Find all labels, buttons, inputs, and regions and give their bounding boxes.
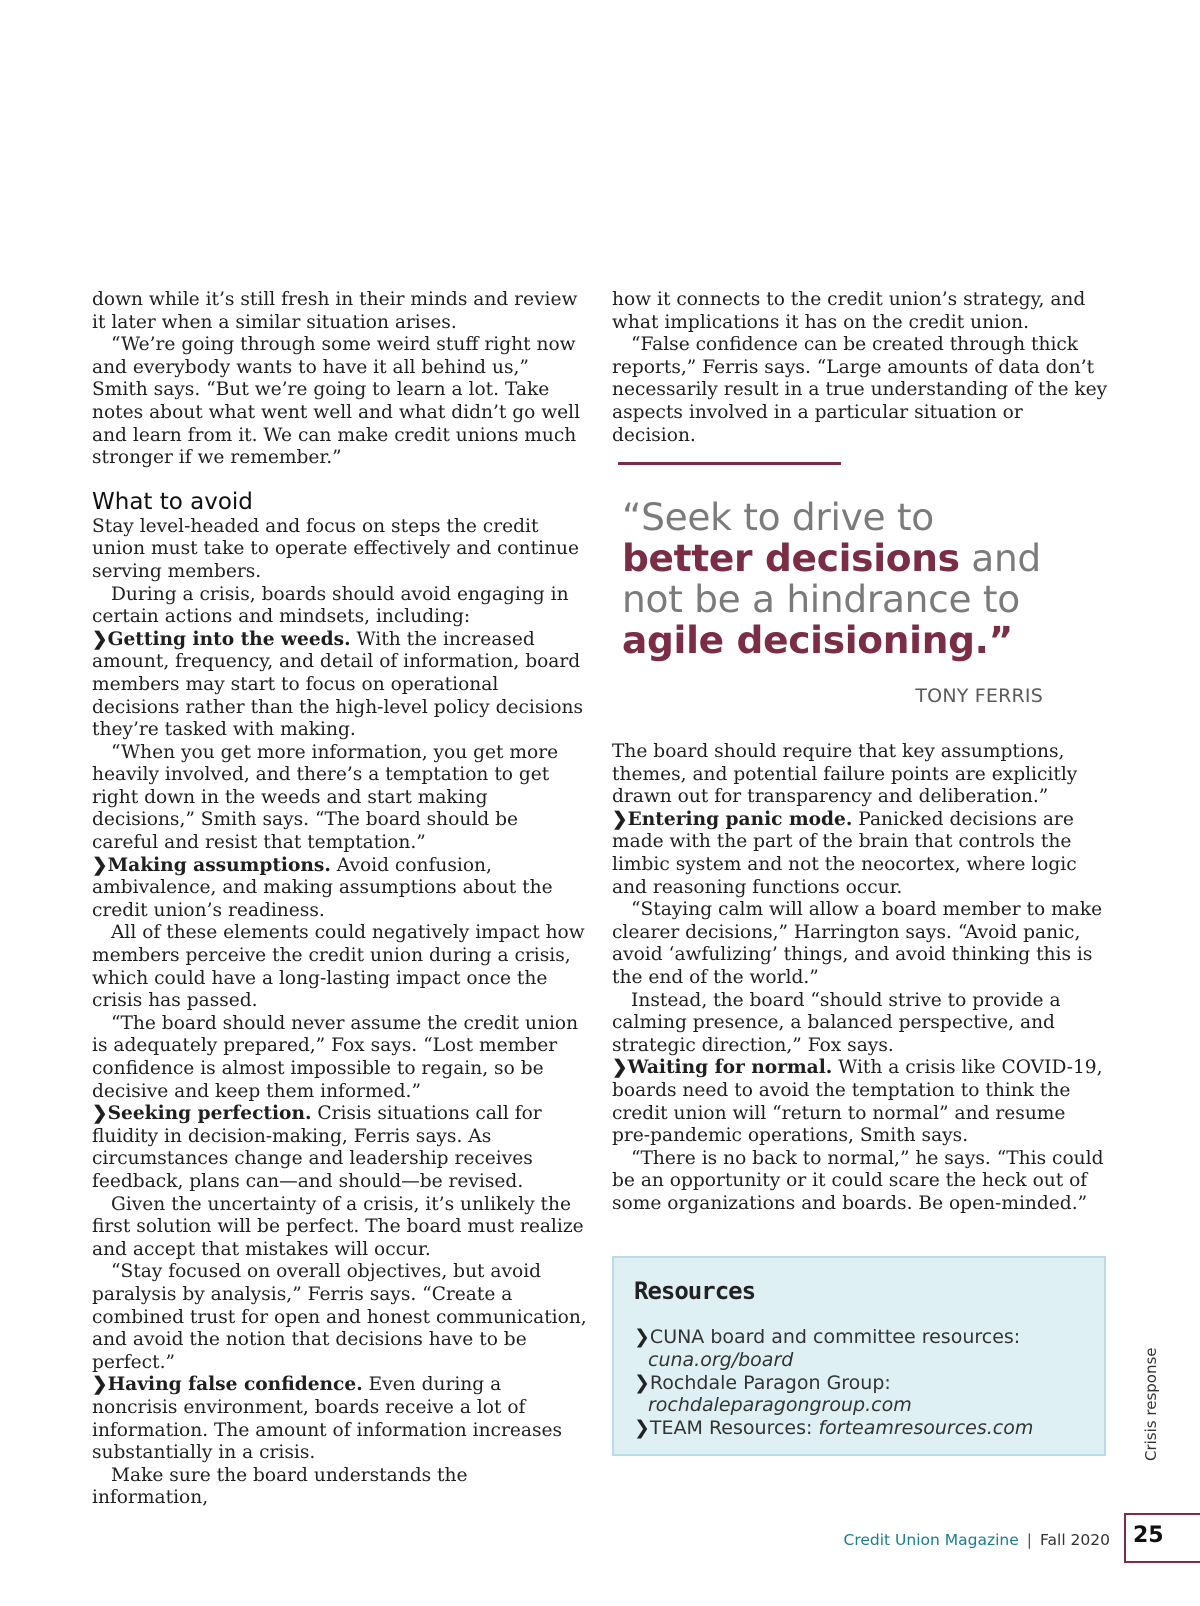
section-heading: What to avoid	[92, 488, 253, 515]
page-number: 25	[1133, 1523, 1164, 1548]
chevron-right-icon: ❯	[612, 808, 628, 830]
paragraph: “When you get more information, you get more heavily involved, and there’s a temptation to get right down in the weeds and start making decisions,” Smith says. “The board should be careful and resist that temptation.”	[92, 741, 559, 854]
chevron-right-icon: ❯	[634, 1326, 650, 1348]
paragraph: Make sure the board understands the information,	[92, 1464, 468, 1509]
pullquote-rule	[618, 462, 841, 465]
right-column-bottom	[612, 741, 1109, 1215]
paragraph: down while it’s still fresh in their minds and review it later when a similar situation arises.	[92, 289, 578, 333]
left-column	[92, 289, 589, 1510]
chevron-right-icon: ❯	[92, 1374, 108, 1396]
paragraph: During a crisis, boards should avoid engaging in certain actions and mindsets, including:	[92, 583, 569, 628]
chevron-right-icon: ❯	[92, 854, 108, 876]
bullet-item: ❯Having false confidence. Even during a noncrisis environment, boards receive a lot of information. The amount of information increases substantially in a crisis.	[92, 1374, 563, 1464]
bullet-item: ❯Making assumptions. Avoid confusion, ambivalence, and making assumptions about the credit union’s readiness.	[92, 854, 553, 921]
bullet-item: ❯Getting into the weeds. With the increased amount, frequency, and detail of information, board members may start to focus on operational decisions rather than the high-level policy decisions they’re tasked with making.	[92, 628, 584, 741]
bullet-item: ❯Entering panic mode. Panicked decisions are made with the part of the brain that controls the limbic system and not the neocortex, where logic and reasoning functions occur.	[612, 808, 1077, 898]
section-side-label: Crisis response	[1142, 1347, 1160, 1461]
paragraph: “The board should never assume the credit union is adequately prepared,” Fox says. “Lost member confidence is almost impossible to regain, so be decisive and keep them informed.”	[92, 1012, 579, 1102]
paragraph: how it connects to the credit union’s strategy, and what implications it has on the credit union.	[612, 289, 1086, 333]
paragraph: Stay level-headed and focus on steps the credit union must take to operate effectively and continue serving members.	[92, 515, 580, 582]
footer-separator: |	[1026, 1531, 1033, 1549]
chevron-right-icon: ❯	[634, 1417, 650, 1440]
paragraph: Instead, the board “should strive to provide a calming presence, a balanced perspective, and strategic direction,” Fox says.	[612, 989, 1061, 1056]
resource-link[interactable]: forteamresources.com	[818, 1417, 1034, 1440]
paragraph: The board should require that key assumptions, themes, and potential failure points are explicitly drawn out for transparency and deliberation.”	[612, 741, 1078, 808]
resources-title: Resources	[634, 1277, 756, 1305]
bullet-item: ❯Seeking perfection. Crisis situations call for fluidity in decision-making, Ferris says. As circumstances change and leadership receives feedback, plans can—and should—be revised.	[92, 1103, 542, 1192]
magazine-name: Credit Union Magazine	[843, 1531, 1019, 1549]
pullquote-attribution: TONY FERRIS	[915, 685, 1043, 707]
chevron-right-icon: ❯	[612, 1057, 628, 1079]
pullquote: “Seek to drive to better decisions and not be a hindrance to agile decisioning.”	[622, 495, 1041, 662]
resource-item: ❯TEAM Resources: forteamresources.com	[634, 1417, 1034, 1440]
paragraph: “We’re going through some weird stuff right now and everybody wants to have it all behind us,” Smith says. “But we’re going to learn a lot. Take notes about what went well and what didn’t go well and learn from it. We can make credit unions much stronger if we remember.”	[92, 334, 581, 469]
paragraph: “Stay focused on overall objectives, but avoid paralysis by analysis,” Ferris says. “Create a combined trust for open and honest communication, and avoid the notion that decisions have to be perfect.”	[92, 1261, 587, 1373]
resource-item: ❯Rochdale Paragon Group: rochdaleparagongroup.com	[634, 1372, 1084, 1418]
paragraph: All of these elements could negatively impact how members perceive the credit union during a crisis, which could have a long-lasting impact once the crisis has passed.	[92, 922, 585, 1012]
resource-link[interactable]: cuna.org/board	[648, 1348, 794, 1371]
resources-box	[612, 1256, 1106, 1456]
resource-item: ❯CUNA board and committee resources: cuna.org/board	[634, 1326, 1084, 1372]
chevron-right-icon: ❯	[634, 1371, 650, 1394]
resource-link[interactable]: rochdaleparagongroup.com	[648, 1394, 912, 1417]
paragraph: “False confidence can be created through thick reports,” Ferris says. “Large amounts of data don’t necessarily result in a true understanding of the key aspects involved in a particular situation or decision.	[612, 334, 1108, 446]
right-column-top	[612, 289, 1109, 447]
paragraph: “Staying calm will allow a board member to make clearer decisions,” Harrington says. “Avoid panic, avoid ‘awfulizing’ things, and avoid thinking this is the end of the world.”	[612, 899, 1103, 988]
paragraph: Given the uncertainty of a crisis, it’s unlikely the first solution will be perfect. The board must realize and accept that mistakes will occur.	[92, 1193, 584, 1260]
chevron-right-icon: ❯	[92, 1103, 108, 1125]
bullet-item: ❯Waiting for normal. With a crisis like COVID-19, boards need to avoid the temptation to think the credit union will “return to normal” and resume pre-pandemic operations, Smith says.	[612, 1057, 1103, 1147]
chevron-right-icon: ❯	[92, 628, 108, 650]
issue-label: Fall 2020	[1040, 1531, 1110, 1549]
paragraph: “There is no back to normal,” he says. “This could be an opportunity or it could scare the heck out of some organizations and boards. Be open-minded.”	[612, 1147, 1104, 1214]
page-footer	[780, 1531, 1110, 1549]
